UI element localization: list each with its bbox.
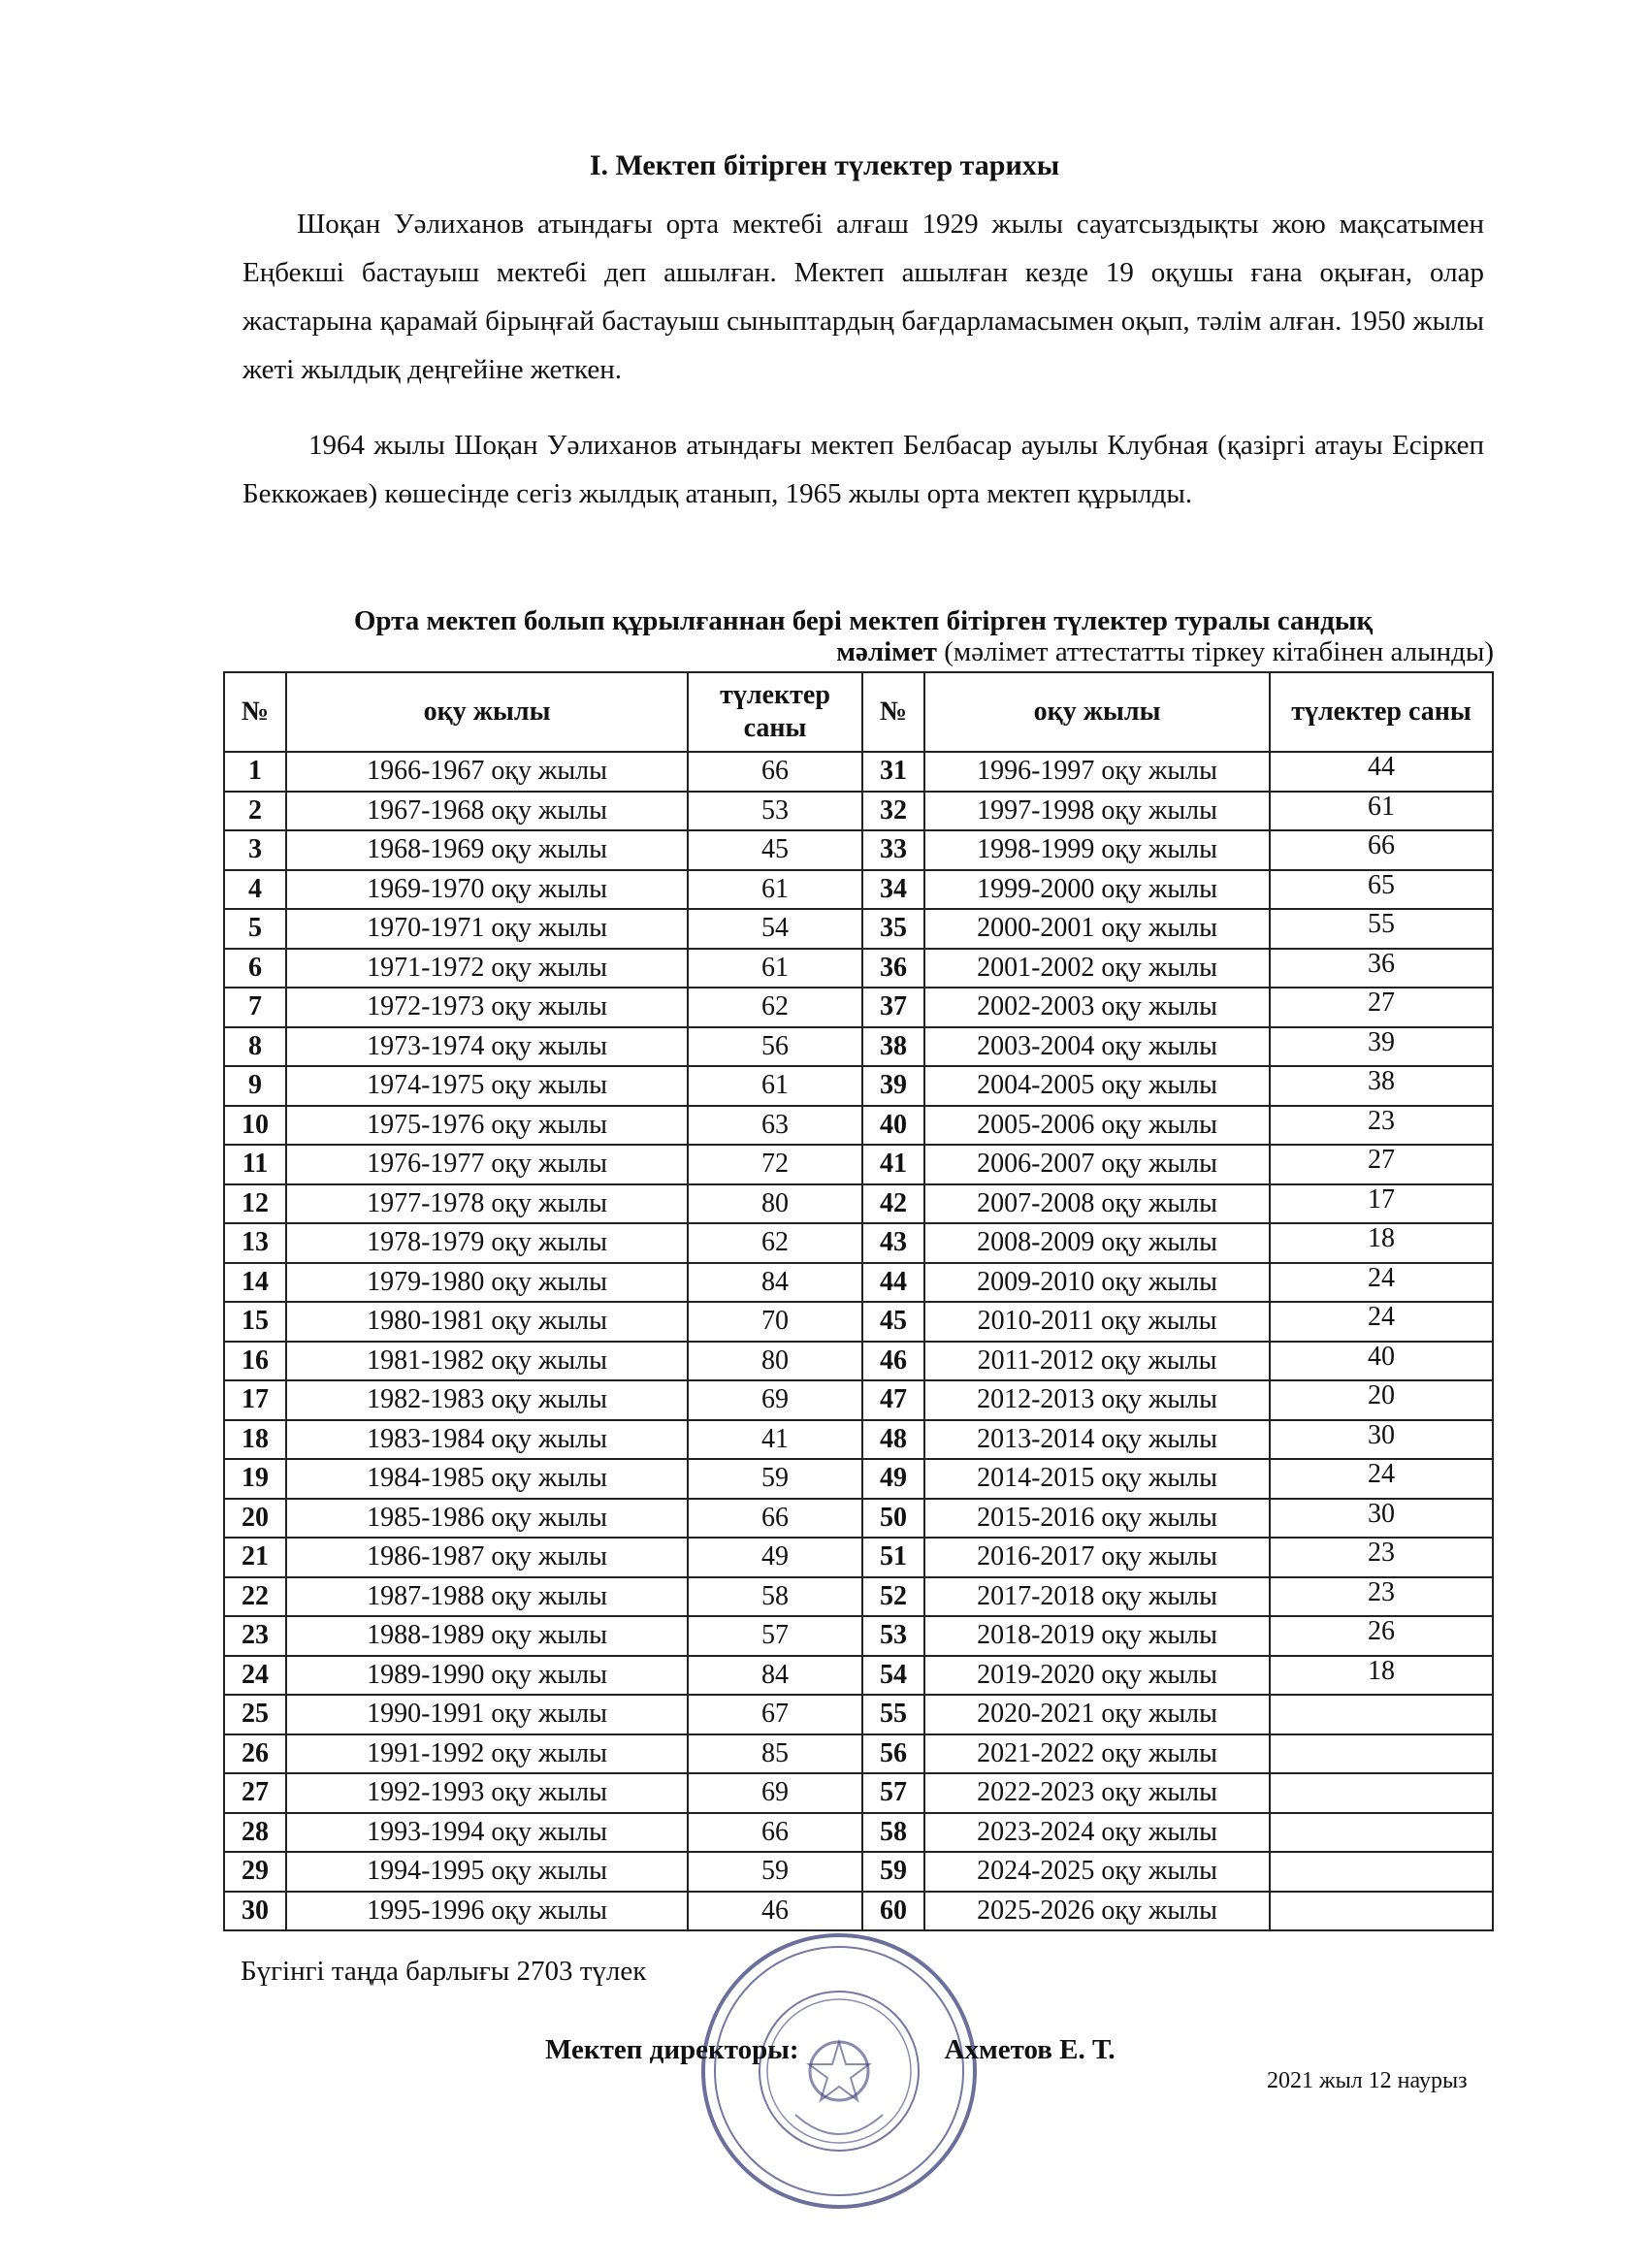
row-number-right: 43 <box>862 1223 924 1263</box>
row-count-right <box>1270 1813 1493 1853</box>
header-count-left: түлектер саны <box>688 672 862 752</box>
row-number-right: 46 <box>862 1342 924 1381</box>
row-count-left: 53 <box>688 792 862 831</box>
row-year-right: 2019-2020 оқу жылы <box>924 1656 1270 1696</box>
row-number-left: 4 <box>224 870 286 910</box>
table-row <box>224 1892 1493 1931</box>
header-year-right: оқу жылы <box>924 672 1270 752</box>
row-count-left: 61 <box>688 870 862 910</box>
row-year-left: 1970-1971 оқу жылы <box>286 909 688 949</box>
row-count-left: 46 <box>688 1892 862 1931</box>
row-year-right: 1996-1997 оқу жылы <box>924 752 1270 792</box>
row-count-left: 85 <box>688 1734 862 1774</box>
table-row <box>224 1499 1493 1539</box>
row-number-right: 57 <box>862 1773 924 1813</box>
row-year-left: 1995-1996 оқу жылы <box>286 1892 688 1931</box>
row-number-right: 49 <box>862 1459 924 1499</box>
row-count-right: 39 <box>1270 1027 1493 1067</box>
table-row <box>224 1656 1493 1696</box>
table-row <box>224 752 1493 792</box>
table-row <box>224 1577 1493 1617</box>
row-count-left: 66 <box>688 752 862 792</box>
row-number-left: 13 <box>224 1223 286 1263</box>
row-year-left: 1979-1980 оқу жылы <box>286 1263 688 1303</box>
row-year-right: 2007-2008 оқу жылы <box>924 1184 1270 1224</box>
row-year-left: 1981-1982 оқу жылы <box>286 1342 688 1381</box>
row-count-left: 61 <box>688 1066 862 1106</box>
row-number-right: 56 <box>862 1734 924 1774</box>
row-year-right: 1999-2000 оқу жылы <box>924 870 1270 910</box>
row-count-left: 69 <box>688 1773 862 1813</box>
row-number-left: 21 <box>224 1538 286 1577</box>
row-year-right: 2011-2012 оқу жылы <box>924 1342 1270 1381</box>
row-year-right: 1997-1998 оқу жылы <box>924 792 1270 831</box>
row-count-right: 27 <box>1270 1145 1493 1184</box>
row-year-left: 1975-1976 оқу жылы <box>286 1106 688 1146</box>
row-number-right: 55 <box>862 1695 924 1734</box>
row-year-right: 2021-2022 оқу жылы <box>924 1734 1270 1774</box>
row-number-left: 5 <box>224 909 286 949</box>
row-number-right: 44 <box>862 1263 924 1303</box>
director-label: Мектеп директоры: <box>545 2034 799 2065</box>
row-number-right: 42 <box>862 1184 924 1224</box>
row-number-left: 1 <box>224 752 286 792</box>
row-year-right: 2020-2021 оқу жылы <box>924 1695 1270 1734</box>
row-year-left: 1993-1994 оқу жылы <box>286 1813 688 1853</box>
row-year-left: 1987-1988 оқу жылы <box>286 1577 688 1617</box>
row-count-left: 61 <box>688 949 862 988</box>
table-row <box>224 1106 1493 1146</box>
row-number-right: 48 <box>862 1420 924 1460</box>
row-count-left: 58 <box>688 1577 862 1617</box>
row-number-left: 19 <box>224 1459 286 1499</box>
row-count-right: 18 <box>1270 1656 1493 1696</box>
row-year-right: 2017-2018 оқу жылы <box>924 1577 1270 1617</box>
row-count-right: 23 <box>1270 1106 1493 1146</box>
row-number-left: 22 <box>224 1577 286 1617</box>
table-row <box>224 1813 1493 1853</box>
row-number-left: 3 <box>224 830 286 870</box>
table-row <box>224 1263 1493 1303</box>
row-count-left: 56 <box>688 1027 862 1067</box>
row-number-left: 2 <box>224 792 286 831</box>
row-count-left: 80 <box>688 1342 862 1381</box>
row-number-left: 11 <box>224 1145 286 1184</box>
row-count-left: 57 <box>688 1616 862 1656</box>
row-year-right: 2001-2002 оқу жылы <box>924 949 1270 988</box>
table-row <box>224 1342 1493 1381</box>
row-count-right: 24 <box>1270 1459 1493 1499</box>
row-number-right: 59 <box>862 1852 924 1892</box>
row-count-left: 59 <box>688 1852 862 1892</box>
row-year-right: 2000-2001 оқу жылы <box>924 909 1270 949</box>
table-row <box>224 1145 1493 1184</box>
row-year-right: 2023-2024 оқу жылы <box>924 1813 1270 1853</box>
table-row <box>224 830 1493 870</box>
row-count-right <box>1270 1852 1493 1892</box>
row-number-left: 29 <box>224 1852 286 1892</box>
table-row <box>224 1027 1493 1067</box>
director-signature-line <box>545 2034 1116 2066</box>
row-number-right: 45 <box>862 1302 924 1342</box>
document-date: 2021 жыл 12 наурыз <box>1267 2068 1468 2093</box>
row-year-left: 1988-1989 оқу жылы <box>286 1616 688 1656</box>
row-number-right: 39 <box>862 1066 924 1106</box>
row-count-right <box>1270 1773 1493 1813</box>
row-count-right: 40 <box>1270 1342 1493 1381</box>
row-number-right: 50 <box>862 1499 924 1539</box>
row-number-right: 51 <box>862 1538 924 1577</box>
row-year-right: 2014-2015 оқу жылы <box>924 1459 1270 1499</box>
row-count-right <box>1270 1734 1493 1774</box>
row-count-left: 84 <box>688 1656 862 1696</box>
graduates-table <box>223 671 1494 1931</box>
row-count-left: 67 <box>688 1695 862 1734</box>
table-row <box>224 988 1493 1027</box>
row-number-right: 41 <box>862 1145 924 1184</box>
row-count-right: 61 <box>1270 792 1493 831</box>
document-title: І. Мектеп бітірген түлектер тарихы <box>589 149 1060 181</box>
row-number-right: 58 <box>862 1813 924 1853</box>
row-year-right: 2005-2006 оқу жылы <box>924 1106 1270 1146</box>
row-count-left: 70 <box>688 1302 862 1342</box>
row-count-right: 24 <box>1270 1263 1493 1303</box>
history-paragraph-1: Шоқан Уәлиханов атындағы орта мектебі алғаш 1929 жылы сауатсыздықты жою мақсатымен Еңбекші бастауыш мектебі деп ашылған. Мектеп ашылған кезде 19 оқушы ғана оқыған, олар жастарына қарамай бірыңғай бастауыш сыныптардың бағдарламасымен оқып, тәлім алған. 1950 жылы жеті жылдық деңгейіне жеткен. <box>242 209 1484 385</box>
table-caption-source: (мәлімет аттестатты тіркеу кітабінен алынды) <box>937 636 1494 667</box>
row-year-left: 1983-1984 оқу жылы <box>286 1420 688 1460</box>
row-count-right: 26 <box>1270 1616 1493 1656</box>
row-count-right: 38 <box>1270 1066 1493 1106</box>
row-count-right: 17 <box>1270 1184 1493 1224</box>
row-year-right: 2013-2014 оқу жылы <box>924 1420 1270 1460</box>
header-number-right: № <box>862 672 924 752</box>
row-count-left: 41 <box>688 1420 862 1460</box>
row-year-right: 2016-2017 оқу жылы <box>924 1538 1270 1577</box>
row-year-left: 1986-1987 оқу жылы <box>286 1538 688 1577</box>
row-number-left: 7 <box>224 988 286 1027</box>
row-number-left: 6 <box>224 949 286 988</box>
row-count-right: 36 <box>1270 949 1493 988</box>
row-year-left: 1982-1983 оқу жылы <box>286 1380 688 1420</box>
row-number-left: 27 <box>224 1773 286 1813</box>
row-year-right: 2003-2004 оқу жылы <box>924 1027 1270 1067</box>
row-year-right: 2004-2005 оқу жылы <box>924 1066 1270 1106</box>
table-row <box>224 1223 1493 1263</box>
table-row <box>224 1420 1493 1460</box>
row-count-left: 63 <box>688 1106 862 1146</box>
table-row <box>224 909 1493 949</box>
table-row <box>224 870 1493 910</box>
row-number-left: 9 <box>224 1066 286 1106</box>
row-number-left: 28 <box>224 1813 286 1853</box>
table-row <box>224 1616 1493 1656</box>
row-count-left: 62 <box>688 988 862 1027</box>
row-year-left: 1980-1981 оқу жылы <box>286 1302 688 1342</box>
row-number-left: 26 <box>224 1734 286 1774</box>
table-header-row <box>224 672 1493 752</box>
row-year-left: 1971-1972 оқу жылы <box>286 949 688 988</box>
row-count-right: 66 <box>1270 830 1493 870</box>
row-count-right: 23 <box>1270 1577 1493 1617</box>
row-year-right: 2015-2016 оқу жылы <box>924 1499 1270 1539</box>
row-year-left: 1972-1973 оқу жылы <box>286 988 688 1027</box>
row-count-right: 30 <box>1270 1420 1493 1460</box>
row-count-left: 59 <box>688 1459 862 1499</box>
row-number-left: 10 <box>224 1106 286 1146</box>
row-number-left: 8 <box>224 1027 286 1067</box>
row-year-left: 1984-1985 оқу жылы <box>286 1459 688 1499</box>
row-number-left: 23 <box>224 1616 286 1656</box>
row-number-right: 47 <box>862 1380 924 1420</box>
row-number-left: 15 <box>224 1302 286 1342</box>
row-count-right: 44 <box>1270 752 1493 792</box>
row-number-right: 36 <box>862 949 924 988</box>
total-graduates-text: Бүгінгі таңда барлығы 2703 түлек <box>241 1956 647 1987</box>
table-row <box>224 1538 1493 1577</box>
row-count-right <box>1270 1695 1493 1734</box>
row-year-right: 2006-2007 оқу жылы <box>924 1145 1270 1184</box>
row-year-left: 1978-1979 оқу жылы <box>286 1223 688 1263</box>
row-year-left: 1976-1977 оқу жылы <box>286 1145 688 1184</box>
header-count-right: түлектер саны <box>1270 672 1493 752</box>
row-year-right: 2022-2023 оқу жылы <box>924 1773 1270 1813</box>
row-year-right: 2009-2010 оқу жылы <box>924 1263 1270 1303</box>
row-year-left: 1992-1993 оқу жылы <box>286 1773 688 1813</box>
table-row <box>224 1734 1493 1774</box>
row-number-left: 17 <box>224 1380 286 1420</box>
row-count-left: 66 <box>688 1813 862 1853</box>
row-number-left: 24 <box>224 1656 286 1696</box>
row-count-right: 20 <box>1270 1380 1493 1420</box>
table-caption <box>223 605 1504 667</box>
row-count-right: 55 <box>1270 909 1493 949</box>
row-year-right: 2012-2013 оқу жылы <box>924 1380 1270 1420</box>
row-year-left: 1973-1974 оқу жылы <box>286 1027 688 1067</box>
row-year-right: 2018-2019 оқу жылы <box>924 1616 1270 1656</box>
row-count-right <box>1270 1892 1493 1931</box>
row-year-left: 1966-1967 оқу жылы <box>286 752 688 792</box>
table-row <box>224 1380 1493 1420</box>
row-year-right: 1998-1999 оқу жылы <box>924 830 1270 870</box>
row-year-left: 1977-1978 оқу жылы <box>286 1184 688 1224</box>
row-number-left: 12 <box>224 1184 286 1224</box>
row-count-left: 69 <box>688 1380 862 1420</box>
row-count-left: 84 <box>688 1263 862 1303</box>
row-year-right: 2010-2011 оқу жылы <box>924 1302 1270 1342</box>
row-year-left: 1967-1968 оқу жылы <box>286 792 688 831</box>
row-count-right: 24 <box>1270 1302 1493 1342</box>
header-number-left: № <box>224 672 286 752</box>
table-row <box>224 1852 1493 1892</box>
row-number-left: 16 <box>224 1342 286 1381</box>
table-caption-line2 <box>223 636 1504 667</box>
row-number-right: 32 <box>862 792 924 831</box>
row-number-left: 20 <box>224 1499 286 1539</box>
row-year-right: 2025-2026 оқу жылы <box>924 1892 1270 1931</box>
row-number-right: 53 <box>862 1616 924 1656</box>
row-number-right: 31 <box>862 752 924 792</box>
table-row <box>224 1459 1493 1499</box>
row-number-right: 40 <box>862 1106 924 1146</box>
table-caption-bold2: мәлімет <box>836 636 938 667</box>
row-count-left: 72 <box>688 1145 862 1184</box>
row-number-left: 25 <box>224 1695 286 1734</box>
row-year-left: 1990-1991 оқу жылы <box>286 1695 688 1734</box>
row-count-left: 62 <box>688 1223 862 1263</box>
row-number-left: 18 <box>224 1420 286 1460</box>
header-year-left: оқу жылы <box>286 672 688 752</box>
table-row <box>224 1773 1493 1813</box>
row-number-left: 14 <box>224 1263 286 1303</box>
row-number-right: 35 <box>862 909 924 949</box>
row-count-left: 66 <box>688 1499 862 1539</box>
round-official-seal-icon <box>698 1930 980 2212</box>
row-number-right: 54 <box>862 1656 924 1696</box>
table-row <box>224 1184 1493 1224</box>
row-year-left: 1994-1995 оқу жылы <box>286 1852 688 1892</box>
table-row <box>224 949 1493 988</box>
row-year-left: 1989-1990 оқу жылы <box>286 1656 688 1696</box>
row-number-right: 38 <box>862 1027 924 1067</box>
table-row <box>224 1066 1493 1106</box>
row-count-left: 54 <box>688 909 862 949</box>
row-year-right: 2002-2003 оқу жылы <box>924 988 1270 1027</box>
table-caption-bold: Орта мектеп болып құрылғаннан бері мектеп бітірген түлектер туралы сандық <box>353 605 1374 636</box>
row-year-left: 1974-1975 оқу жылы <box>286 1066 688 1106</box>
row-count-right: 23 <box>1270 1538 1493 1577</box>
row-count-right: 18 <box>1270 1223 1493 1263</box>
row-year-left: 1968-1969 оқу жылы <box>286 830 688 870</box>
row-count-left: 45 <box>688 830 862 870</box>
history-paragraph-2: 1964 жылы Шоқан Уәлиханов атындағы мектеп Белбасар ауылы Клубная (қазіргі атауы Есіркеп Беккожаев) көшесінде сегіз жылдық атанып, 1965 жылы орта мектеп құрылды. <box>242 430 1484 509</box>
row-number-right: 33 <box>862 830 924 870</box>
row-count-right: 65 <box>1270 870 1493 910</box>
director-name: Ахметов Е. Т. <box>944 2034 1116 2065</box>
row-number-right: 52 <box>862 1577 924 1617</box>
table-row <box>224 1302 1493 1342</box>
row-number-right: 37 <box>862 988 924 1027</box>
table-row <box>224 792 1493 831</box>
row-year-left: 1991-1992 оқу жылы <box>286 1734 688 1774</box>
row-count-left: 80 <box>688 1184 862 1224</box>
row-count-left: 49 <box>688 1538 862 1577</box>
row-year-left: 1985-1986 оқу жылы <box>286 1499 688 1539</box>
row-year-right: 2024-2025 оқу жылы <box>924 1852 1270 1892</box>
row-year-left: 1969-1970 оқу жылы <box>286 870 688 910</box>
row-count-right: 30 <box>1270 1499 1493 1539</box>
row-count-right: 27 <box>1270 988 1493 1027</box>
row-number-right: 60 <box>862 1892 924 1931</box>
row-number-left: 30 <box>224 1892 286 1931</box>
row-year-right: 2008-2009 оқу жылы <box>924 1223 1270 1263</box>
table-row <box>224 1695 1493 1734</box>
row-number-right: 34 <box>862 870 924 910</box>
